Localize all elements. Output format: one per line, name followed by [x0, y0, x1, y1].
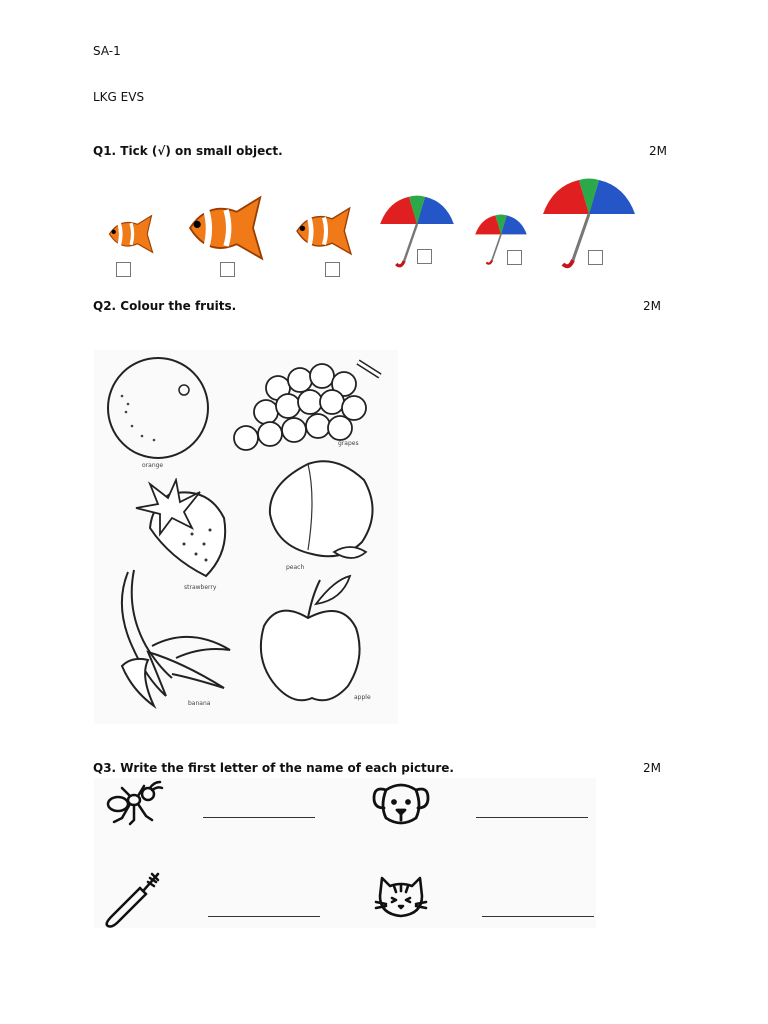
- subject-title: LKG EVS: [93, 90, 145, 104]
- apple-label: apple: [354, 694, 371, 701]
- checkbox-fish-2[interactable]: [220, 262, 235, 277]
- banana-icon: [112, 566, 234, 718]
- question-2-number: Q2.: [93, 299, 117, 313]
- q3-picture-panel: [94, 778, 596, 928]
- strawberry-label: strawberry: [184, 584, 217, 591]
- question-2-text: Colour the fruits.: [120, 299, 237, 313]
- orange-icon: [102, 356, 214, 464]
- answer-line-cat[interactable]: [482, 916, 594, 917]
- ant-icon: [104, 780, 164, 826]
- peach-label: peach: [286, 564, 305, 571]
- apple-icon: [256, 574, 366, 708]
- answer-line-bat[interactable]: [208, 916, 320, 917]
- question-1: [93, 144, 283, 158]
- fish-icon: [104, 210, 158, 258]
- question-2-marks: 2M: [643, 299, 661, 313]
- fish-icon: [174, 192, 278, 264]
- grapes-icon: [230, 350, 394, 462]
- checkbox-fish-3[interactable]: [325, 262, 340, 277]
- fish-icon: [288, 204, 360, 258]
- orange-label: orange: [142, 462, 164, 469]
- answer-line-dog[interactable]: [476, 817, 588, 818]
- checkbox-fish-1[interactable]: [116, 262, 131, 277]
- cat-icon: [372, 874, 430, 920]
- grapes-label: grapes: [338, 440, 359, 447]
- question-2: [93, 299, 236, 313]
- question-1-number: Q1.: [93, 144, 117, 158]
- question-3: [93, 761, 454, 775]
- question-1-marks: 2M: [649, 144, 667, 158]
- dog-icon: [370, 780, 432, 828]
- question-1-text: Tick (√) on small object.: [120, 144, 283, 158]
- answer-line-ant[interactable]: [203, 817, 315, 818]
- question-3-marks: 2M: [643, 761, 661, 775]
- checkbox-umbrella-2[interactable]: [507, 250, 522, 265]
- banana-label: banana: [188, 700, 211, 707]
- question-3-text: Write the first letter of the name of each picture.: [120, 761, 454, 775]
- exam-title: SA-1: [93, 44, 121, 58]
- checkbox-umbrella-1[interactable]: [417, 249, 432, 264]
- question-3-number: Q3.: [93, 761, 117, 775]
- cricket-bat-icon: [100, 868, 164, 928]
- peach-icon: [264, 458, 380, 566]
- checkbox-umbrella-3[interactable]: [588, 250, 603, 265]
